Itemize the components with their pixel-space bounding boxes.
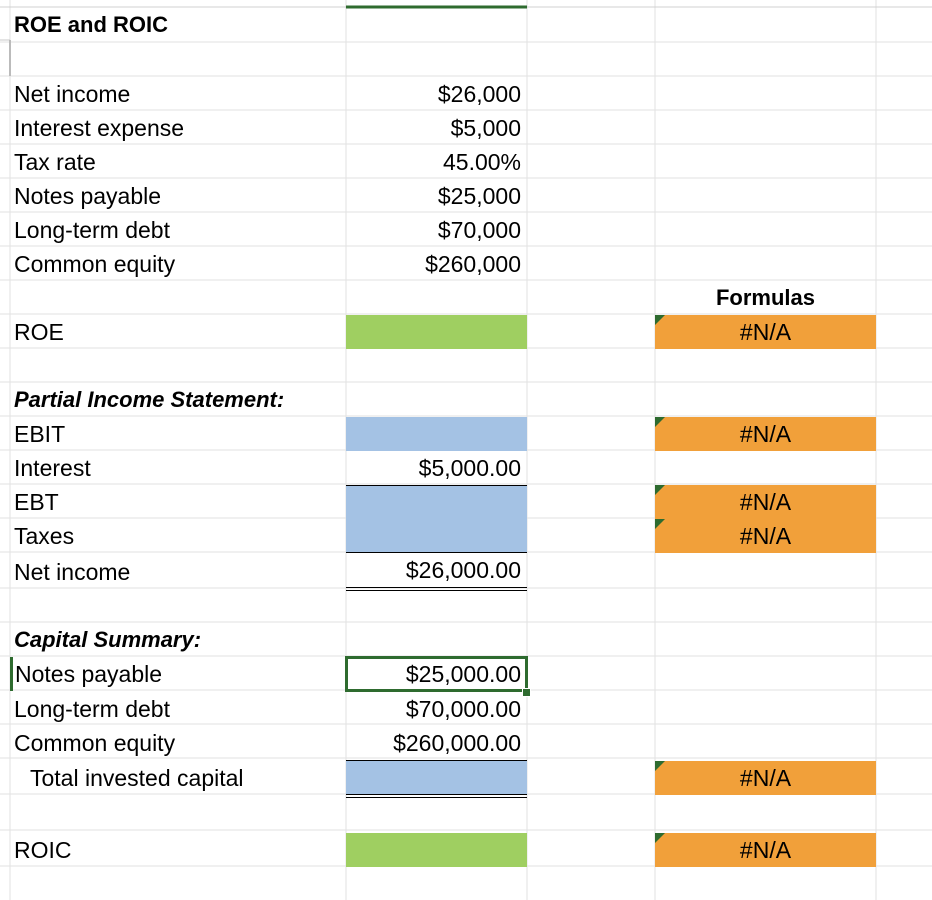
input-label-common-equity[interactable]: Common equity — [14, 251, 176, 277]
comment-marker-icon — [655, 519, 665, 529]
net-income-double-underline — [346, 587, 527, 591]
ebt-formula-value: #N/A — [739, 489, 792, 515]
ebt-formula-cell[interactable] — [655, 485, 876, 519]
cap-notes-payable-value-selected[interactable]: $25,000.00 — [345, 656, 528, 692]
roe-label[interactable]: ROE — [14, 319, 64, 345]
cap-long-term-debt-label[interactable]: Long-term debt — [14, 696, 170, 722]
total-capital-formula-value: #N/A — [739, 765, 792, 791]
ebit-formula-value: #N/A — [739, 421, 792, 447]
formulas-header[interactable]: Formulas — [715, 285, 816, 310]
cap-long-term-debt-value[interactable]: $70,000.00 — [405, 696, 521, 722]
interest-value[interactable]: $5,000.00 — [418, 455, 521, 481]
roic-result-cell[interactable] — [346, 833, 527, 867]
input-label-long-term-debt[interactable]: Long-term debt — [14, 217, 170, 243]
cap-notes-payable-label[interactable]: Notes payable — [10, 657, 346, 691]
ebt-taxes-value-cells[interactable] — [346, 486, 527, 553]
total-invested-capital-value-cell[interactable] — [346, 761, 527, 794]
ebt-label[interactable]: EBT — [14, 489, 59, 515]
roe-formula-value: #N/A — [739, 319, 792, 345]
total-capital-formula-cell[interactable] — [655, 761, 876, 795]
input-value-notes-payable[interactable]: $25,000 — [437, 183, 521, 209]
roe-result-cell[interactable] — [346, 315, 527, 349]
comment-marker-icon — [655, 315, 665, 325]
ebit-formula-cell[interactable] — [655, 417, 876, 451]
roe-formula-cell[interactable] — [655, 315, 876, 349]
net-income-value[interactable]: $26,000.00 — [405, 557, 521, 583]
capital-sum-line — [346, 760, 527, 761]
input-label-notes-payable[interactable]: Notes payable — [14, 183, 162, 209]
interest-label[interactable]: Interest — [14, 455, 91, 481]
ebit-label[interactable]: EBIT — [14, 421, 66, 447]
comment-marker-icon — [655, 761, 665, 771]
total-invested-capital-label[interactable]: Total invested capital — [30, 765, 244, 791]
sheet-title[interactable]: ROE and ROIC — [14, 12, 169, 37]
roic-formula-cell[interactable] — [655, 833, 876, 867]
input-value-interest-expense[interactable]: $5,000 — [450, 115, 521, 141]
comment-marker-icon — [655, 417, 665, 427]
taxes-label[interactable]: Taxes — [14, 523, 75, 549]
income-statement-heading[interactable]: Partial Income Statement: — [14, 387, 285, 412]
input-value-net-income[interactable]: $26,000 — [437, 81, 521, 107]
roic-formula-value: #N/A — [739, 837, 792, 863]
capital-summary-heading[interactable]: Capital Summary: — [14, 627, 202, 652]
input-value-long-term-debt[interactable]: $70,000 — [437, 217, 521, 243]
cap-common-equity-label[interactable]: Common equity — [14, 730, 176, 756]
input-value-tax-rate[interactable]: 45.00% — [442, 149, 521, 175]
total-capital-double-underline — [346, 794, 527, 798]
comment-marker-icon — [655, 833, 665, 843]
ebit-value-cell[interactable] — [346, 417, 527, 451]
input-label-interest-expense[interactable]: Interest expense — [14, 115, 185, 141]
input-label-net-income[interactable]: Net income — [14, 81, 131, 107]
input-value-common-equity[interactable]: $260,000 — [425, 251, 521, 277]
comment-marker-icon — [655, 485, 665, 495]
cap-common-equity-value[interactable]: $260,000.00 — [393, 730, 521, 756]
taxes-formula-value: #N/A — [739, 523, 792, 549]
taxes-formula-cell[interactable] — [655, 519, 876, 553]
net-income-label[interactable]: Net income — [14, 559, 131, 585]
input-label-tax-rate[interactable]: Tax rate — [14, 149, 96, 175]
roic-label[interactable]: ROIC — [14, 837, 72, 863]
